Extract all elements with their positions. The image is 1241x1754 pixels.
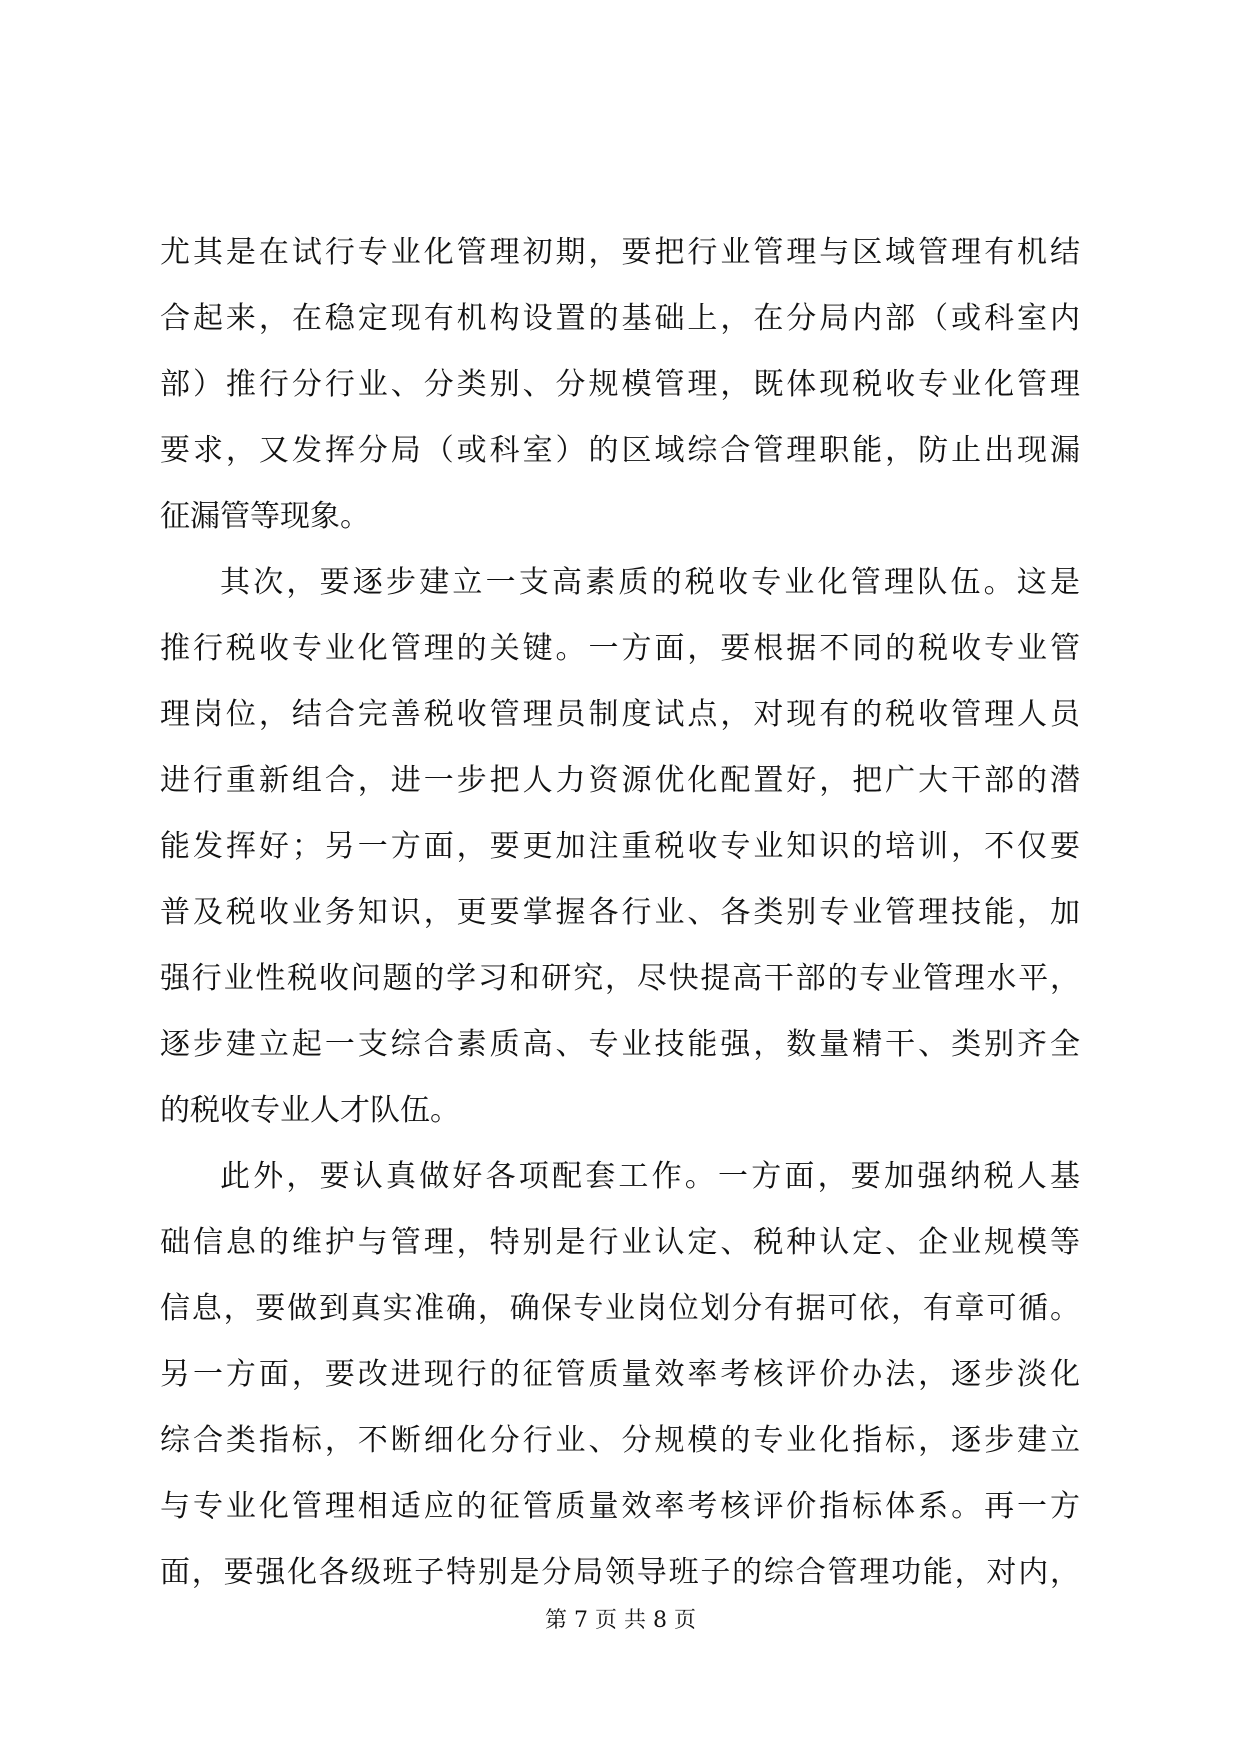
paragraph-2-line-5: 能发挥好；另一方面，要更加注重税收专业知识的培训，不仅要 [160,829,1080,864]
paragraph-2-line-7: 强行业性税收问题的学习和研究，尽快提高干部的专业管理水平， [160,961,1080,996]
paragraph-2-line-9: 的税收专业人才队伍。 [160,1093,460,1128]
paragraph-3-line-2: 础信息的维护与管理，特别是行业认定、税种认定、企业规模等 [160,1225,1080,1260]
paragraph-1-line-2: 合起来，在稳定现有机构设置的基础上，在分局内部（或科室内 [160,301,1080,336]
paragraph-3-line-7: 面，要强化各级班子特别是分局领导班子的综合管理功能，对内， [160,1555,1080,1590]
paragraph-1-line-5: 征漏管等现象。 [160,499,370,534]
paragraph-2-line-8: 逐步建立起一支综合素质高、专业技能强，数量精干、类别齐全 [160,1027,1080,1062]
paragraph-1-line-3: 部）推行分行业、分类别、分规模管理，既体现税收专业化管理 [160,367,1080,402]
paragraph-2-line-1: 其次，要逐步建立一支高素质的税收专业化管理队伍。这是 [220,565,1080,600]
document-body [160,220,1080,1606]
paragraph-3-line-4: 另一方面，要改进现行的征管质量效率考核评价办法，逐步淡化 [160,1357,1080,1392]
paragraph-3-line-6: 与专业化管理相适应的征管质量效率考核评价指标体系。再一方 [160,1489,1080,1524]
paragraph-2-line-3: 理岗位，结合完善税收管理员制度试点，对现有的税收管理人员 [160,697,1080,732]
paragraph-1-line-4: 要求，又发挥分局（或科室）的区域综合管理职能，防止出现漏 [160,433,1080,468]
paragraph-2-line-2: 推行税收专业化管理的关键。一方面，要根据不同的税收专业管 [160,631,1080,666]
paragraph-1-line-1: 尤其是在试行专业化管理初期，要把行业管理与区域管理有机结 [160,235,1080,270]
paragraph-2-line-6: 普及税收业务知识，更要掌握各行业、各类别专业管理技能，加 [160,895,1080,930]
paragraph-3-line-1: 此外，要认真做好各项配套工作。一方面，要加强纳税人基 [220,1159,1080,1194]
paragraph-3-line-5: 综合类指标，不断细化分行业、分规模的专业化指标，逐步建立 [160,1423,1080,1458]
paragraph-2-line-4: 进行重新组合，进一步把人力资源优化配置好，把广大干部的潜 [160,763,1080,798]
page-number-footer: 第 7 页 共 8 页 [545,1608,696,1633]
paragraph-3-line-3: 信息，要做到真实准确，确保专业岗位划分有据可依，有章可循。 [160,1291,1080,1326]
